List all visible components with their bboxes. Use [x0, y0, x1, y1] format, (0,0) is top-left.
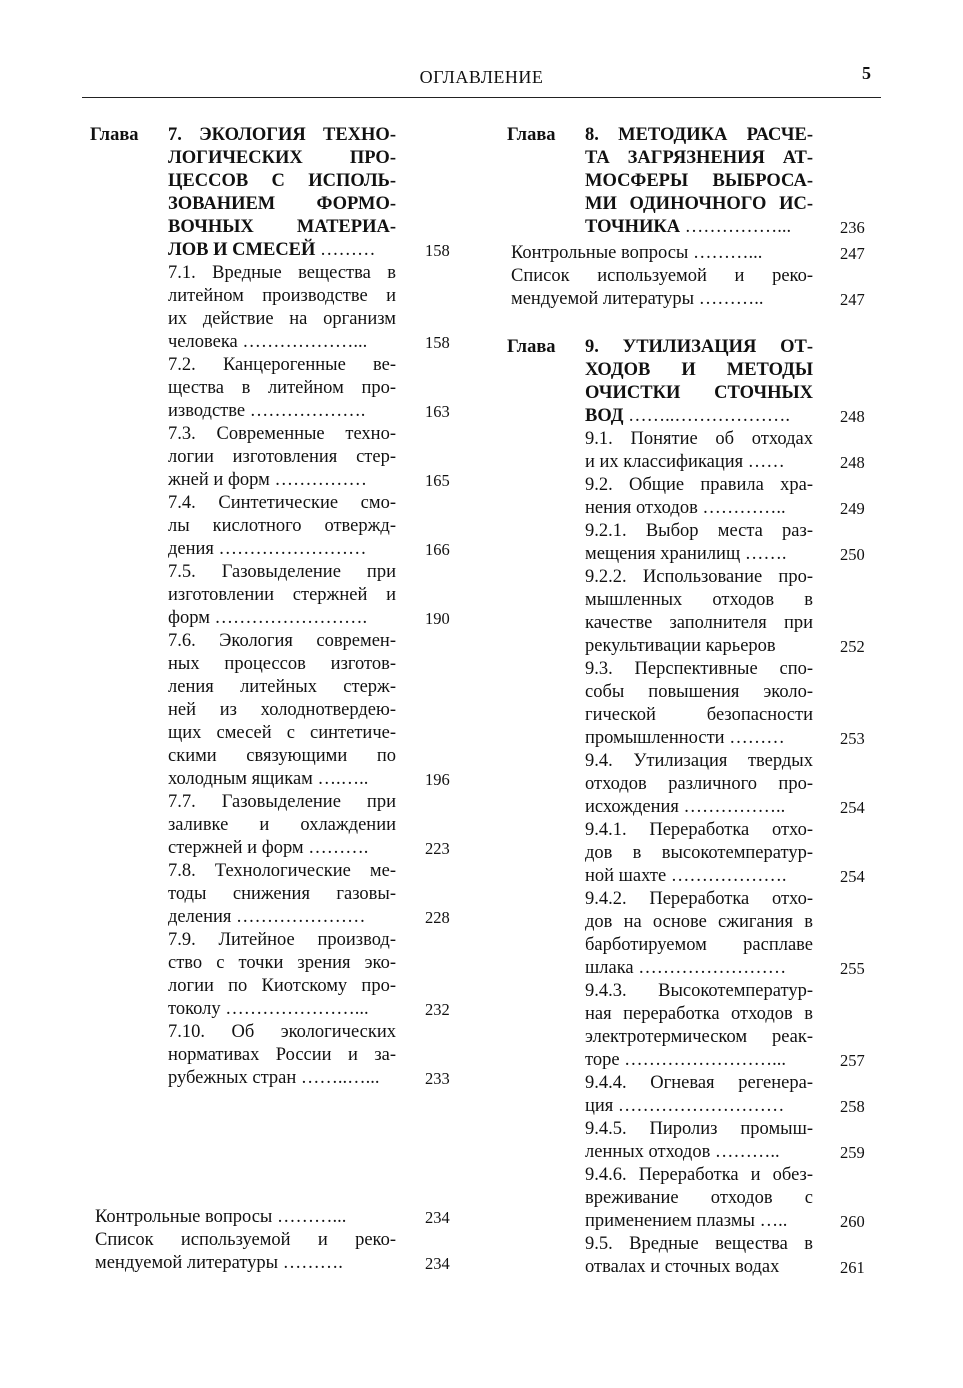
toc-entry-line: [168, 170, 396, 193]
toc-entry-line: [168, 561, 396, 584]
toc-entry-line: [168, 492, 396, 515]
toc-entry-line: [585, 1049, 813, 1072]
entry-text: качестве заполнителя при: [585, 613, 813, 633]
toc-entry-line: [168, 423, 396, 446]
entry-text: рекультивации карьеров: [585, 636, 776, 656]
entry-text: ЦЕССОВ С ИСПОЛЬ-: [168, 171, 396, 191]
entry-text: токолу …………………...: [168, 999, 369, 1019]
entry-text: Контрольные вопросы: [511, 243, 689, 263]
toc-entry-line: [585, 888, 813, 911]
toc-entry-line: [585, 727, 813, 750]
toc-entry-line: [585, 124, 813, 147]
toc-entry-line: [168, 538, 396, 561]
entry-text: 7. ЭКОЛОГИЯ ТЕХНО-: [168, 125, 396, 145]
toc-entry-line: [168, 400, 396, 423]
entry-text: и их классификация ……: [585, 452, 785, 472]
toc-entry-line: [168, 147, 396, 170]
entry-text: логии по Киотскому про-: [168, 976, 396, 996]
entry-text: Контрольные вопросы: [95, 1207, 273, 1227]
toc-entry-line: [168, 630, 396, 653]
toc-entry-line: [585, 934, 813, 957]
entry-text: 9.4.4. Огневая регенера-: [585, 1073, 813, 1093]
entry-text: жней и форм ……………: [168, 470, 367, 490]
toc-entry-line: [168, 745, 396, 768]
page-ref: 228: [425, 908, 450, 927]
toc-entry-line: [168, 285, 396, 308]
entry-text: ОЧИСТКИ СТОЧНЫХ: [585, 383, 813, 403]
toc-entry-line: [168, 975, 396, 998]
toc-entry-line: [168, 1021, 396, 1044]
toc-entry-line: [585, 1072, 813, 1095]
entry-text: изготовлении стержней и: [168, 585, 396, 605]
toc-entry-line: [585, 681, 813, 704]
toc-entry-line: [585, 658, 813, 681]
page-ref: 223: [425, 839, 450, 858]
entry-text: 7.4. Синтетические смо-: [168, 493, 396, 513]
entry-text: 7.7. Газовыделение при: [168, 792, 396, 812]
entry-text: 9.5. Вредные вещества в: [585, 1234, 813, 1254]
page-ref: 166: [425, 540, 450, 559]
toc-entry-line: [168, 1067, 396, 1090]
toc-entry-line: [168, 906, 396, 929]
entry-text: 9.4.1. Переработка отхо-: [585, 820, 813, 840]
toc-back-matter-line: [511, 242, 813, 265]
entry-text: изводстве ……………….: [168, 401, 366, 421]
toc-entry-line: [585, 497, 813, 520]
entry-text: 7.10. Об экологических: [168, 1022, 396, 1042]
entry-text: 9.3. Перспективные спо-: [585, 659, 813, 679]
page-ref: 258: [840, 1097, 865, 1116]
toc-entry-line: [168, 791, 396, 814]
entry-text: щества в литейном про-: [168, 378, 396, 398]
entry-text: человека ………………...: [168, 332, 368, 352]
toc-entry-line: [168, 239, 396, 262]
entry-text: ная переработка отходов в: [585, 1004, 813, 1024]
page-ref: 234: [425, 1254, 450, 1273]
entry-text: мендуемой литературы: [511, 289, 695, 309]
toc-entry-line: [585, 382, 813, 405]
toc-entry-line: [168, 446, 396, 469]
page-ref: 260: [840, 1212, 865, 1231]
entry-text: холодным ящикам ….…..: [168, 769, 369, 789]
toc-entry-line: [168, 676, 396, 699]
toc-entry-line: [585, 980, 813, 1003]
toc-entry-line: [168, 883, 396, 906]
toc-entry-line: [585, 1003, 813, 1026]
toc-entry-line: [585, 1187, 813, 1210]
entry-text: 9.2. Общие правила хра-: [585, 475, 813, 495]
toc-entry-line: [168, 837, 396, 860]
page-ref: 255: [840, 959, 865, 978]
toc-entry-line: [585, 193, 813, 216]
toc-entry-line: [585, 1256, 813, 1279]
entry-text: 9.4. Утилизация твердых: [585, 751, 813, 771]
entry-text: заливке и охлаждении: [168, 815, 396, 835]
toc-entry-line: [585, 911, 813, 934]
toc-entry-line: [585, 359, 813, 382]
toc-entry-line: [585, 1095, 813, 1118]
entry-text: отходов различного про-: [585, 774, 813, 794]
header-rule: [82, 97, 881, 98]
toc-entry-line: [168, 262, 396, 285]
entry-text: торе ……………………...: [585, 1050, 787, 1070]
toc-entry-line: [585, 589, 813, 612]
entry-text: ция ………………………: [585, 1096, 785, 1116]
entry-text: 9.4.2. Переработка отхо-: [585, 889, 813, 909]
dot-leader: ………...: [272, 1207, 347, 1227]
dot-leader: ………..: [694, 289, 764, 309]
toc-back-matter-line: [511, 288, 813, 311]
dot-leader: ……..……………….: [623, 406, 791, 426]
toc-entry-line: [585, 842, 813, 865]
chapter-label: Глава: [507, 125, 556, 145]
entry-text: 7.8. Технологические ме-: [168, 861, 396, 881]
page-ref: 247: [840, 290, 865, 309]
toc-entry-line: [168, 952, 396, 975]
toc-entry-line: [168, 607, 396, 630]
toc-entry-line: [168, 929, 396, 952]
toc-back-matter-line: [95, 1252, 396, 1275]
toc-entry-line: [585, 1141, 813, 1164]
entry-text: 7.5. Газовыделение при: [168, 562, 396, 582]
entry-text: тоды снижения газовы-: [168, 884, 396, 904]
toc-entry-line: [585, 336, 813, 359]
entry-text: дения ……………………: [168, 539, 367, 559]
entry-text: 7.9. Литейное производ-: [168, 930, 396, 950]
entry-text: ления литейных стерж-: [168, 677, 396, 697]
entry-text: нения отходов …………..: [585, 498, 786, 518]
entry-text: мещения хранилищ …….: [585, 544, 787, 564]
entry-text: лы кислотного отвержд-: [168, 516, 396, 536]
entry-text: 9.2.2. Использование про-: [585, 567, 813, 587]
page-ref: 190: [425, 609, 450, 628]
toc-entry-line: [168, 699, 396, 722]
entry-text: 9. УТИЛИЗАЦИЯ ОТ-: [585, 337, 813, 357]
running-title: ОГЛАВЛЕНИЕ: [419, 67, 544, 87]
toc-entry-line: [585, 1118, 813, 1141]
toc-entry-line: [168, 653, 396, 676]
page-ref: 254: [840, 867, 865, 886]
entry-text: нормативах России и за-: [168, 1045, 396, 1065]
entry-text: промышленности ………: [585, 728, 785, 748]
entry-text: ТА ЗАГРЯЗНЕНИЯ АТ-: [585, 148, 813, 168]
entry-text: щих смесей с синтетиче-: [168, 723, 396, 743]
entry-text: 7.1. Вредные вещества в: [168, 263, 396, 283]
entry-text: рубежных стран ……..…...: [168, 1068, 380, 1088]
entry-text: стержней и форм ……….: [168, 838, 369, 858]
page-ref: 236: [840, 218, 865, 237]
entry-text: ВОД: [585, 406, 624, 426]
toc-entry-line: [585, 957, 813, 980]
toc-entry-line: [168, 377, 396, 400]
dot-leader: ……….: [278, 1253, 343, 1273]
page-ref: 233: [425, 1069, 450, 1088]
entry-text: ней из холоднотвердею-: [168, 700, 396, 720]
entry-text: дов в высокотемператур-: [585, 843, 813, 863]
toc-entry-line: [585, 566, 813, 589]
page-ref: 250: [840, 545, 865, 564]
entry-text: ВОЧНЫХ МАТЕРИА-: [168, 217, 396, 237]
toc-entry-line: [585, 704, 813, 727]
toc-back-matter-line: [95, 1206, 396, 1229]
toc-entry-line: [168, 124, 396, 147]
page-ref: 254: [840, 798, 865, 817]
entry-text: 8. МЕТОДИКА РАСЧЕ-: [585, 125, 813, 145]
entry-text: ство с точки зрения эко-: [168, 953, 396, 973]
entry-text: исхождения ……………..: [585, 797, 786, 817]
entry-text: ЛОГИЧЕСКИХ ПРО-: [168, 148, 396, 168]
entry-text: ных процессов изготов-: [168, 654, 396, 674]
page-ref: 259: [840, 1143, 865, 1162]
entry-text: гической безопасности: [585, 705, 813, 725]
entry-text: форм …………………….: [168, 608, 368, 628]
toc-entry-line: [585, 216, 813, 239]
entry-text: Список используемой и реко-: [511, 266, 813, 286]
entry-text: мендуемой литературы: [95, 1253, 279, 1273]
toc-entry-line: [585, 1233, 813, 1256]
toc-entry-line: [168, 814, 396, 837]
page-ref: 248: [840, 407, 865, 426]
entry-text: 9.4.6. Переработка и обез-: [585, 1165, 813, 1185]
toc-entry-line: [585, 451, 813, 474]
toc-entry-line: [585, 474, 813, 497]
toc-entry-line: [585, 635, 813, 658]
entry-text: вреживание отходов с: [585, 1188, 813, 1208]
toc-entry-line: [585, 1210, 813, 1233]
entry-text: применением плазмы …..: [585, 1211, 788, 1231]
entry-text: деления …………………: [168, 907, 366, 927]
toc-entry-line: [585, 750, 813, 773]
entry-text: барботируемом расплаве: [585, 935, 813, 955]
chapter-label: Глава: [90, 125, 139, 145]
page-number: 5: [862, 63, 871, 83]
page-ref: 165: [425, 471, 450, 490]
entry-text: отвалах и сточных водах: [585, 1257, 780, 1277]
toc-entry-line: [585, 170, 813, 193]
dot-leader: ………...: [688, 243, 763, 263]
toc-back-matter-line: [95, 1229, 396, 1252]
entry-text: 9.4.3. Высокотемператур-: [585, 981, 813, 1001]
entry-text: дов на основе сжигания в: [585, 912, 813, 932]
toc-entry-line: [168, 469, 396, 492]
entry-text: литейном производстве и: [168, 286, 396, 306]
entry-text: Список используемой и реко-: [95, 1230, 396, 1250]
page-ref: 232: [425, 1000, 450, 1019]
toc-entry-line: [168, 354, 396, 377]
toc-entry-line: [168, 216, 396, 239]
entry-text: логии изготовления стер-: [168, 447, 396, 467]
page-ref: 163: [425, 402, 450, 421]
page-ref: 196: [425, 770, 450, 789]
dot-leader: ………: [315, 240, 376, 260]
toc-entry-line: [168, 193, 396, 216]
entry-text: ТОЧНИКА: [585, 217, 681, 237]
toc-entry-line: [585, 612, 813, 635]
entry-text: ленных отходов ………..: [585, 1142, 780, 1162]
entry-text: ЗОВАНИЕМ ФОРМО-: [168, 194, 396, 214]
toc-entry-line: [585, 428, 813, 451]
page-ref: 248: [840, 453, 865, 472]
toc-entry-line: [168, 722, 396, 745]
page-ref: 257: [840, 1051, 865, 1070]
entry-text: 7.2. Канцерогенные ве-: [168, 355, 396, 375]
toc-entry-line: [168, 998, 396, 1021]
page-ref: 247: [840, 244, 865, 263]
entry-text: МОСФЕРЫ ВЫБРОСА-: [585, 171, 813, 191]
toc-entry-line: [585, 865, 813, 888]
entry-text: шлака ……………………: [585, 958, 787, 978]
page-ref: 261: [840, 1258, 865, 1277]
toc-entry-line: [585, 796, 813, 819]
toc-entry-line: [585, 1026, 813, 1049]
entry-text: их действие на организм: [168, 309, 396, 329]
toc-entry-line: [168, 1044, 396, 1067]
toc-entry-line: [168, 768, 396, 791]
toc-entry-line: [168, 515, 396, 538]
page-ref: 249: [840, 499, 865, 518]
toc-entry-line: [585, 1164, 813, 1187]
entry-text: 7.3. Современные техно-: [168, 424, 396, 444]
toc-entry-line: [168, 860, 396, 883]
entry-text: МИ ОДИНОЧНОГО ИС-: [585, 194, 813, 214]
entry-text: 9.4.5. Пиролиз промыш-: [585, 1119, 813, 1139]
toc-entry-line: [585, 520, 813, 543]
toc-entry-line: [585, 147, 813, 170]
toc-entry-line: [168, 331, 396, 354]
toc-entry-line: [168, 584, 396, 607]
toc-entry-line: [585, 819, 813, 842]
entry-text: ХОДОВ И МЕТОДЫ: [585, 360, 813, 380]
page-ref: 252: [840, 637, 865, 656]
running-header: [0, 63, 963, 91]
entry-text: собы повышения эколо-: [585, 682, 813, 702]
toc-entry-line: [585, 405, 813, 428]
chapter-label: Глава: [507, 337, 556, 357]
entry-text: 9.1. Понятие об отходах: [585, 429, 813, 449]
entry-text: 7.6. Экология современ-: [168, 631, 396, 651]
toc-entry-line: [585, 773, 813, 796]
entry-text: скими связующими по: [168, 746, 396, 766]
page-ref: 158: [425, 241, 450, 260]
page-ref: 158: [425, 333, 450, 352]
entry-text: ной шахте ……………….: [585, 866, 787, 886]
entry-text: мышленных отходов в: [585, 590, 813, 610]
toc-entry-line: [168, 308, 396, 331]
page-ref: 253: [840, 729, 865, 748]
entry-text: 9.2.1. Выбор места раз-: [585, 521, 813, 541]
page-ref: 234: [425, 1208, 450, 1227]
dot-leader: ……………...: [680, 217, 792, 237]
entry-text: электротермическом реак-: [585, 1027, 813, 1047]
toc-entry-line: [585, 543, 813, 566]
toc-back-matter-line: [511, 265, 813, 288]
entry-text: ЛОВ И СМЕСЕЙ: [168, 240, 316, 260]
